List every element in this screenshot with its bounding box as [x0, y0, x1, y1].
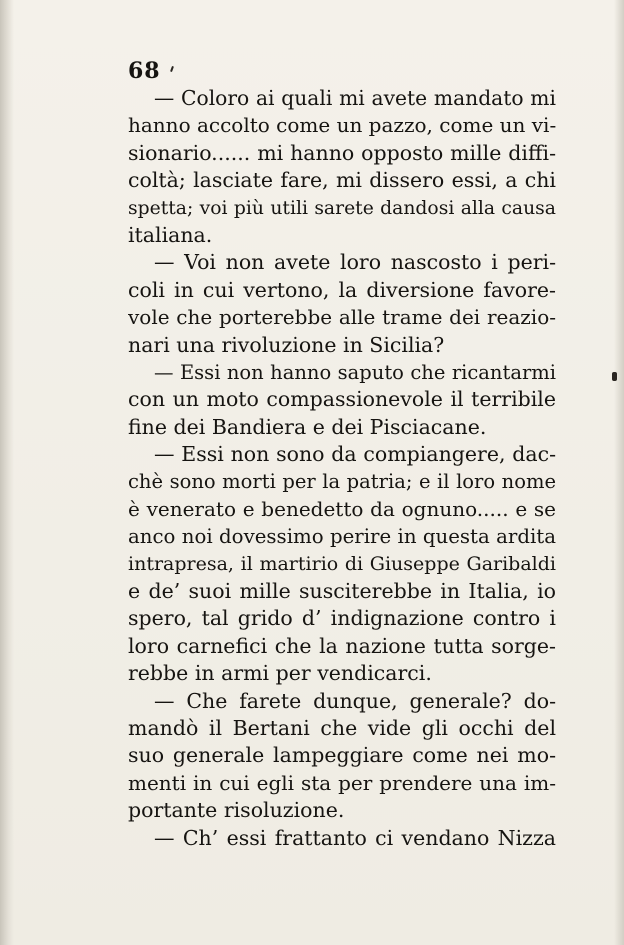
text-line: — Che farete dunque, generale? do-	[154, 688, 556, 713]
text-line: suo generale lampeggiare come nei mo-	[128, 743, 556, 768]
text-line: loro carnefici che la nazione tutta sorge-	[128, 633, 556, 658]
text-line: chè sono morti per la patria; e il loro nome	[128, 470, 556, 494]
text-line: fine dei Bandiera e dei Pisciacane.	[128, 414, 487, 439]
text-line: sionario...... mi hanno opposto mille diffi-	[128, 140, 556, 165]
text-line: spero, tal grido d’ indignazione contro i	[128, 606, 556, 631]
text-line: menti in cui egli sta per prendere una im-	[128, 770, 556, 795]
text-line: — Coloro ai quali mi avete mandato mi	[154, 86, 556, 110]
text-line: coli in cui vertono, la diversione favore-	[128, 277, 556, 302]
text-line: — Voi non avete loro nascosto i peri-	[154, 250, 556, 275]
text-line: italiana.	[128, 222, 213, 247]
text-line: rebbe in armi per vendicarci.	[128, 661, 432, 686]
text-line: e de’ suoi mille susciterebbe in Italia, io	[128, 579, 556, 604]
page-right-edge	[614, 0, 624, 945]
text-line: anco noi dovessimo perire in questa ardita	[128, 525, 556, 549]
text-line: intrapresa, il martirio di Giuseppe Garibaldi	[128, 552, 556, 575]
ink-speck	[170, 66, 174, 72]
text-line: spetta; voi più utili sarete dandosi alla causa	[128, 197, 556, 219]
body-text	[128, 85, 556, 852]
page-number: 68	[128, 58, 161, 84]
text-line: vole che porterebbe alle trame dei reazio-	[128, 305, 556, 330]
text-line: — Essi non hanno saputo che ricantarmi	[154, 360, 556, 384]
text-line: mandò il Bertani che vide gli occhi del	[128, 715, 556, 740]
text-line: portante risoluzione.	[128, 798, 345, 823]
text-line: è venerato e benedetto da ognuno..... e se	[128, 496, 556, 521]
text-line: con un moto compassionevole il terribile	[128, 387, 556, 412]
page-left-edge	[0, 0, 14, 945]
text-line: nari una rivoluzione in Sicilia?	[128, 332, 445, 357]
ink-speck	[612, 372, 617, 381]
text-line: — Ch’ essi frattanto ci vendano Nizza	[154, 825, 556, 850]
text-line: coltà; lasciate fare, mi dissero essi, a chi	[128, 168, 556, 193]
text-line: hanno accolto come un pazzo, come un vi-	[128, 113, 556, 138]
text-line: — Essi non sono da compiangere, dac-	[154, 442, 556, 467]
